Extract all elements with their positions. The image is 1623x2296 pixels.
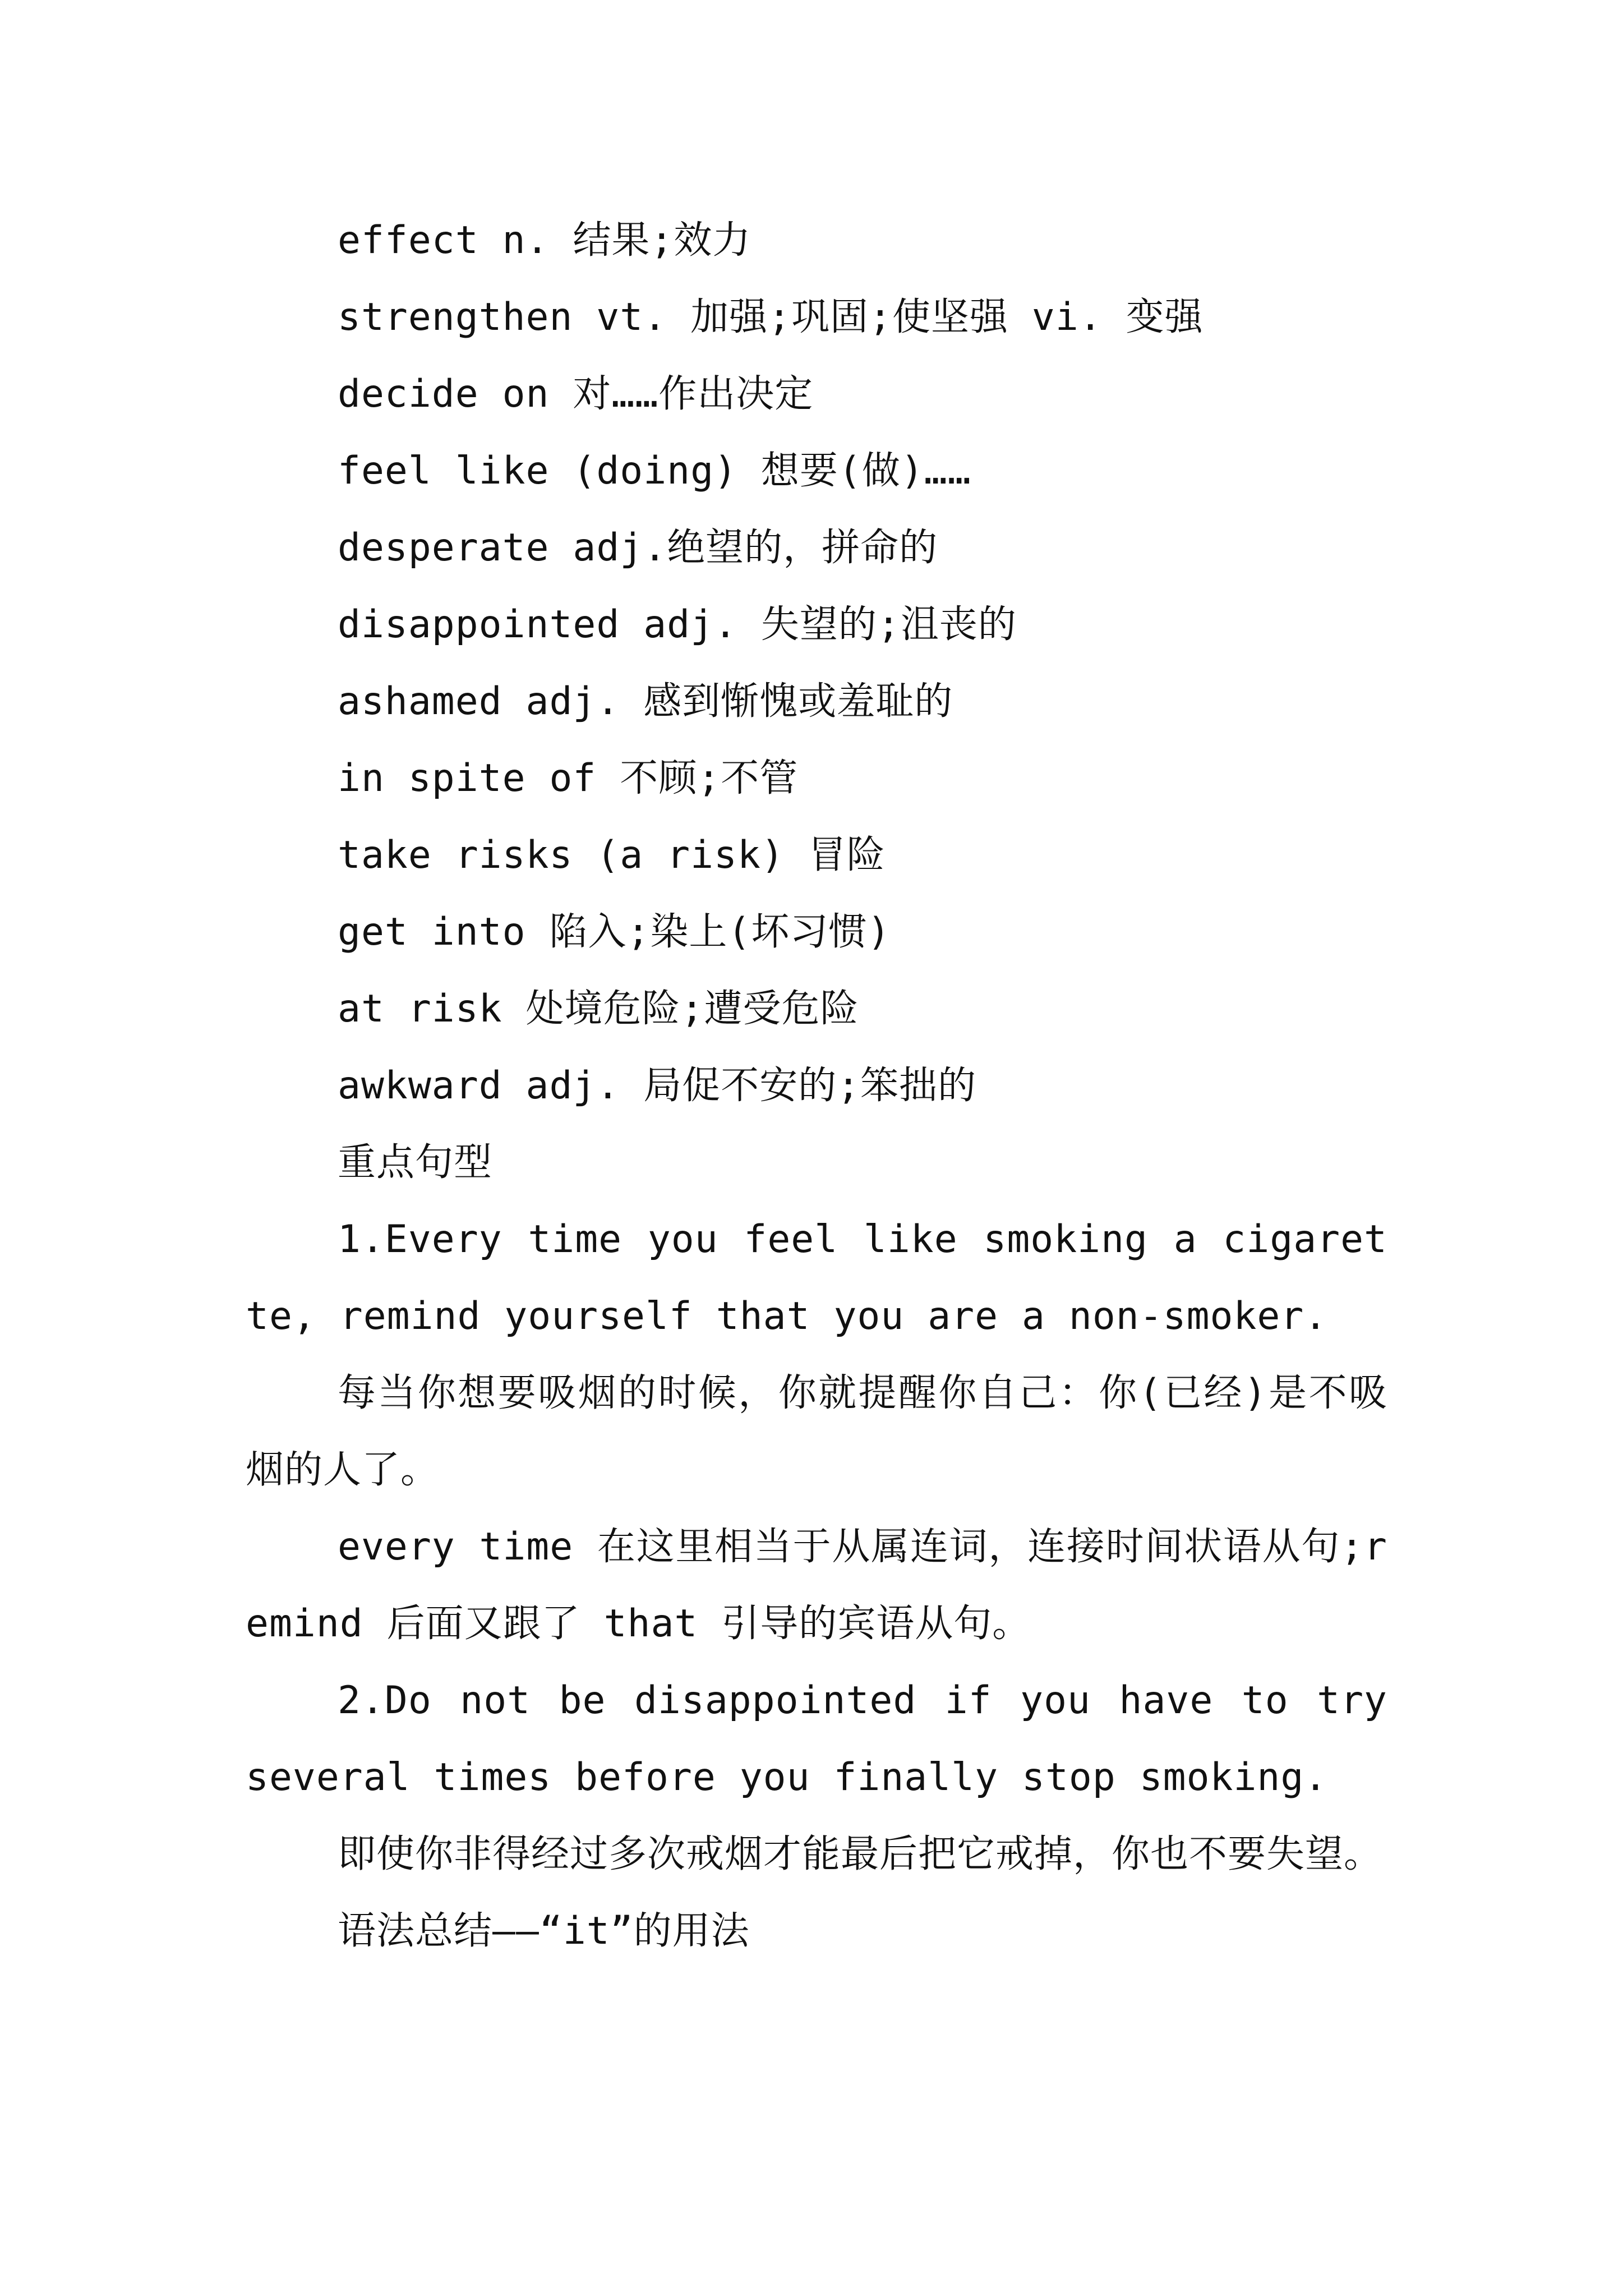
vocab-item-get-into: get into 陷入;染上(坏习惯) (338, 910, 891, 954)
vocab-item-ashamed: ashamed adj. 感到惭愧或羞耻的 (338, 679, 953, 724)
vocab-item-disappointed: disappointed adj. 失望的;沮丧的 (338, 602, 1017, 647)
vocab-item-awkward: awkward adj. 局促不安的;笨拙的 (338, 1064, 977, 1108)
sentence-1-english: 1.Every time you feel like smoking a cigarette, remind yourself that you are a non-smoker. (246, 1217, 1387, 1338)
vocab-item-take-risks: take risks (a risk) 冒险 (338, 833, 886, 877)
vocab-item-decide-on: decide on 对……作出决定 (338, 372, 814, 416)
vocab-item-in-spite-of: in spite of 不顾;不管 (338, 756, 799, 800)
sentence-2-english: 2.Do not be disappointed if you have to try several times before you finally stop smoking. (246, 1678, 1387, 1800)
document-body (246, 202, 1387, 1970)
sentence-2-chinese: 即使你非得经过多次戒烟才能最后把它戒掉，你也不要失望。 (338, 1832, 1383, 1876)
sentence-1-note: every time 在这里相当于从属连词，连接时间状语从句;remind 后面又跟了 that 引导的宾语从句。 (246, 1525, 1387, 1646)
vocab-item-feel-like: feel like (doing) 想要(做)…… (338, 449, 971, 493)
grammar-heading: 语法总结——“it”的用法 (338, 1909, 750, 1953)
vocab-item-at-risk: at risk 处境危险;遭受危险 (338, 987, 859, 1031)
sentence-1-chinese: 每当你想要吸烟的时候，你就提醒你自己：你(已经)是不吸烟的人了。 (246, 1371, 1387, 1492)
vocabulary-list (246, 202, 1387, 1124)
vocab-item-effect: effect n. 结果;效力 (338, 218, 751, 263)
key-sentences-heading: 重点句型 (338, 1140, 493, 1185)
vocab-item-strengthen: strengthen vt. 加强;巩固;使坚强 vi. 变强 (338, 295, 1204, 339)
vocab-item-desperate: desperate adj.绝望的，拼命的 (338, 526, 938, 570)
